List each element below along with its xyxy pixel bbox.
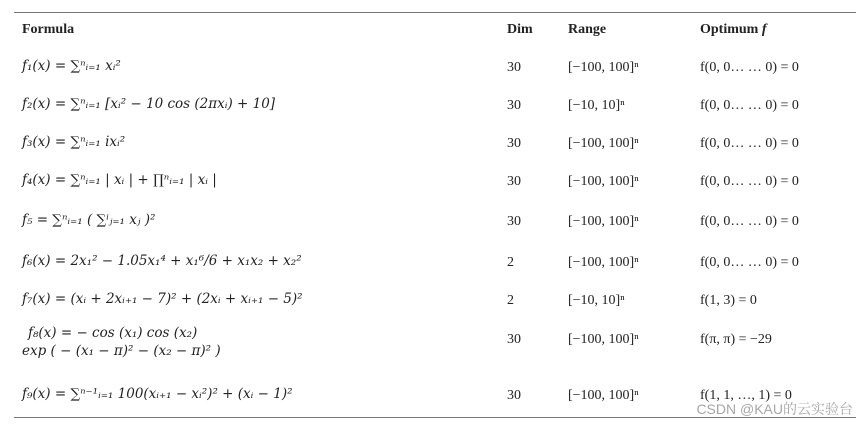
optimum-cell: f(0, 0… … 0) = 0 [700,174,799,189]
optimum-cell: f(1, 1, …, 1) = 0 [700,388,792,403]
formula-line-2: exp ( − (x₁ − π)² − (x₂ − π)² ) [22,343,221,359]
formula-cell: f₆(x) = 2x₁² − 1.05x₁⁴ + x₁⁶/6 + x₁x₂ + x₂² [22,253,302,269]
formula-cell [22,324,221,360]
range-cell: [−100, 100]ⁿ [568,388,639,403]
table-row [0,322,865,370]
optimum-cell: f(0, 0… … 0) = 0 [700,255,799,270]
table-row [0,88,865,126]
header-optimum-label: Optimum [700,22,759,37]
header-formula: Formula [22,22,75,37]
formula-cell: f₃(x) = ∑ⁿᵢ₌₁ ixᵢ² [22,134,126,150]
table-row [0,164,865,202]
range-cell: [−100, 100]ⁿ [568,214,639,229]
header-optimum [700,22,767,38]
formula-cell: f₅ = ∑ⁿᵢ₌₁ ( ∑ⁱⱼ₌₁ xⱼ )² [22,212,156,228]
optimum-cell: f(0, 0… … 0) = 0 [700,214,799,229]
dim-cell: 30 [507,388,521,403]
table-header [0,20,865,44]
table-row [0,126,865,164]
optimum-cell: f(π, π) = −29 [700,332,772,347]
dim-cell: 30 [507,60,521,75]
table-row [0,50,865,88]
dim-cell: 30 [507,98,521,113]
table-row [0,245,865,283]
formula-cell: f₄(x) = ∑ⁿᵢ₌₁ | xᵢ | + ∏ⁿᵢ₌₁ | xᵢ | [22,172,217,188]
optimum-cell: f(0, 0… … 0) = 0 [700,136,799,151]
watermark: CSDN @KAU的云实验台 [696,401,853,417]
range-cell: [−100, 100]ⁿ [568,60,639,75]
header-range: Range [568,22,607,37]
table-row [0,204,865,242]
formula-line-1: f₈(x) = − cos (x₁) cos (x₂) [28,325,198,341]
range-cell: [−100, 100]ⁿ [568,255,639,270]
dim-cell: 30 [507,214,521,229]
table-row [0,283,865,321]
dim-cell: 2 [507,293,514,308]
optimum-cell: f(0, 0… … 0) = 0 [700,98,799,113]
dim-cell: 2 [507,255,514,270]
header-dim: Dim [507,22,533,37]
range-cell: [−100, 100]ⁿ [568,332,639,347]
range-cell: [−10, 10]ⁿ [568,293,625,308]
range-cell: [−100, 100]ⁿ [568,136,639,151]
optimum-cell: f(0, 0… … 0) = 0 [700,60,799,75]
formula-cell: f₁(x) = ∑ⁿᵢ₌₁ xᵢ² [22,58,121,74]
optimum-cell: f(1, 3) = 0 [700,293,757,308]
range-cell: [−100, 100]ⁿ [568,174,639,189]
formula-cell: f₇(x) = (xᵢ + 2xᵢ₊₁ − 7)² + (2xᵢ + xᵢ₊₁ − 5)² [22,291,303,307]
dim-cell: 30 [507,136,521,151]
formula-cell: f₂(x) = ∑ⁿᵢ₌₁ [xᵢ² − 10 cos (2πxᵢ) + 10] [22,96,276,112]
header-optimum-symbol: f [761,22,767,37]
range-cell: [−10, 10]ⁿ [568,98,625,113]
table-top-rule [14,12,856,13]
dim-cell: 30 [507,332,521,347]
dim-cell: 30 [507,174,521,189]
formula-cell: f₉(x) = ∑ⁿ⁻¹ᵢ₌₁ 100(xᵢ₊₁ − xᵢ²)² + (xᵢ − 1)² [22,386,293,402]
